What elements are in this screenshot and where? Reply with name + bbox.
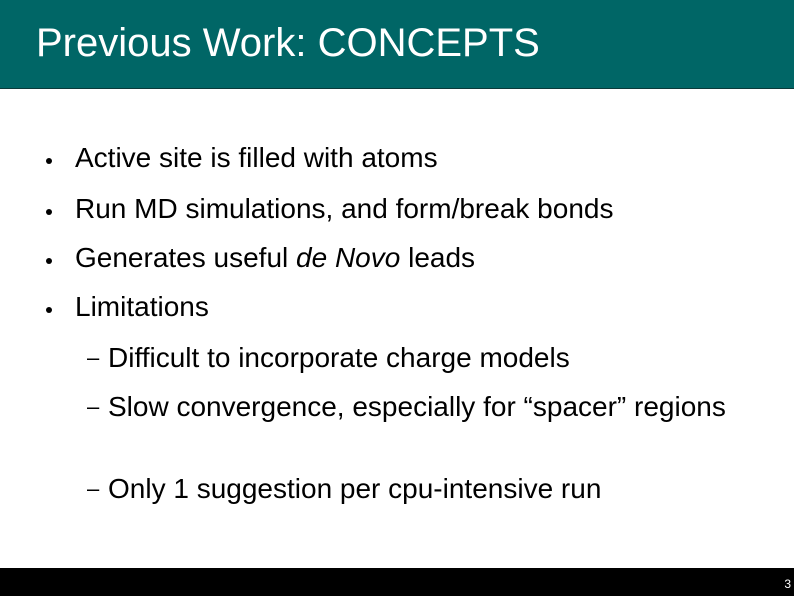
bullet-text-italic: de Novo xyxy=(296,242,401,273)
slide-number: 3 xyxy=(784,577,791,591)
bullet-text: Run MD simulations, and form/break bonds xyxy=(75,193,614,224)
bullet-text xyxy=(75,241,475,275)
bullet-text: Active site is filled with atoms xyxy=(75,142,438,173)
bullet-text: Limitations xyxy=(75,291,209,322)
sub-bullet-text: Difficult to incorporate charge models xyxy=(108,342,570,373)
bullet-dot-icon xyxy=(46,158,52,164)
bullet-text-suffix: leads xyxy=(400,242,476,273)
bullet-text-prefix: Generates useful xyxy=(75,242,297,273)
bullet-dot-icon xyxy=(46,307,52,313)
sub-bullet-dash: – xyxy=(87,394,100,419)
sub-bullet-dash: – xyxy=(87,345,100,370)
footer-bar xyxy=(0,568,794,596)
bullet-dot-icon xyxy=(46,258,52,264)
bullet-dot-icon xyxy=(46,209,52,215)
slide-title: Previous Work: CONCEPTS xyxy=(36,21,540,65)
sub-bullet-text: Slow convergence, especially for “spacer” regions xyxy=(108,391,726,422)
sub-bullet-dash: – xyxy=(87,476,100,501)
sub-bullet-text: Only 1 suggestion per cpu-intensive run xyxy=(108,473,602,504)
